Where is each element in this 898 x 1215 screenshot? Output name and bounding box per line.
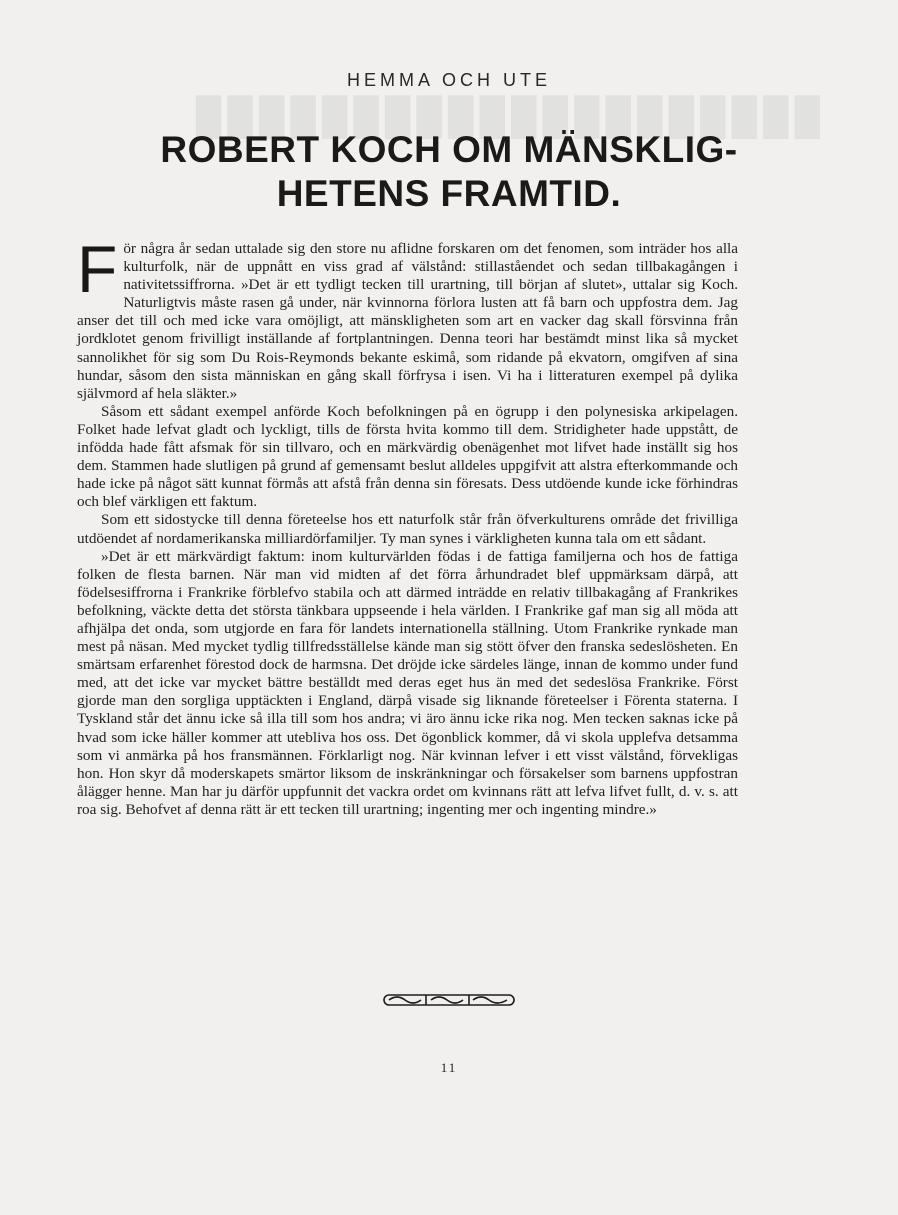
paragraph-2: Såsom ett sådant exempel anförde Koch befolkningen på en ögrupp i den polynesiska arkipelagen. Folket hade lefvat gladt och lyckligt, tills de första hvita kommo till dem. Stridigheter hade uppstått, de infödda hade fått afsmak för sin tillvaro, och en märkvärdig obenägenhet mot lifvet hade inställt sig hos dem. Stammen hade slutligen på grund af gemensamt beslut alldeles uppgifvit att alstra efterkommande och hade icke på något sätt kunnat förmås att afstå från denna sin föresats. Dess utdöende kunde icke förhindras och blef värkligen ett faktum.	[77, 402, 738, 511]
paragraph-4: »Det är ett märkvärdigt faktum: inom kulturvärlden födas i de fattiga familjerna och hos de fattiga folken de flesta barnen. När man vid midten af det förra århundradet blef uppmärksam därpå, att födelsesiffrorna i Frankrike förblefvo stabila och att därmed inträdde en relativ tillbakagång af Frankrikes befolkning, väckte detta det största tänkbara uppseende i hela världen. I Frankrike gaf man sig all möda att afhjälpa det onda, som utgjorde en fara för landets internationella ställning. Utom Frankrike rynkade man mest på näsan. Med mycket tydlig tillfredsställelse kände man sig stött öfver den franska sedeslösheten. En smärtsam erfarenhet förestod dock de harmsna. Det dröjde icke särdeles länge, innan de kommo under fund med, att det icke var mycket bättre beställdt med deras eget hus än med det sedeslösa Frankrike. Först gjorde man den sorgliga upptäckten i England, därpå visade sig liknande företeelser i Förenta staterna. I Tyskland står det ännu icke så illa till som hos andra; vi äro ännu icke rika nog. Men tecken saknas icke på hvad som icke häller kommer att utebliva hos oss. Det ögonblick kommer, då vi skola upplefva detsamma som vi anmärka på hos fransmännen. Förklarligt nog. När kvinnan lefver i ett visst välstånd, förvekligas hon. Hon skyr då moderskapets smärtor liksom de inskränkningar och försakelser som barnens uppfostran ålägger henne. Man har ju därför uppfunnit det vackra ordet om kvinnans rätt att lefva lifvet fullt, d. v. s. att roa sig. Behofvet af denna rätt är ett tecken till urartning; ingenting mer och ingenting mindre.»	[77, 547, 738, 818]
paragraph-1-text: ör några år sedan uttalade sig den store nu aflidne forskaren om det fenomen, som inträder hos alla kulturfolk, när de uppnått en viss grad af välstånd: stillaståendet och sedan tillbakagången i nativitetssiffrorna. »Det är ett tydligt tecken till urartning, till början af slutet», uttalar sig Koch. Naturligtvis måste rasen gå under, när kvinnorna förlora lusten att få barn och uppfostra dem. Jag anser det till och med icke vara omöjligt, att mänskligheten som art en vacker dag skall försvinna från jordklotet genom frivilligt inställande af fortplantningen. Denna teori har bestämdt minst lika så mycket sannolikhet för sig som Du Rois-Reymonds bekante eskimå, som ridande på ekvatorn, omgifven af sina hundar, såsom den sista människan en gång skall förfrysa i isen. Vi ha i litteraturen exempel på dylika självmord af hela släkter.»	[77, 240, 738, 402]
article-body	[77, 232, 738, 819]
bleed-through-shadow: ████████████████████	[189, 95, 820, 136]
article-title	[60, 128, 838, 216]
article-title-line-1: ROBERT KOCH OM MÄNSKLIG-	[160, 129, 738, 170]
paragraph-1	[77, 232, 738, 403]
drop-cap: F	[77, 232, 118, 306]
paragraph-3: Som ett sidostycke till denna företeelse hos ett naturfolk står från öfverkulturens område det frivilliga utdöendet af nordamerikanska milliardörfamiljer. Ty man synes i värkligheten kunna tala om ett sådant.	[77, 511, 738, 547]
ornament-divider	[0, 992, 898, 1008]
article-title-line-2: HETENS FRAMTID.	[276, 173, 622, 214]
running-head: HEMMA OCH UTE	[346, 70, 551, 90]
ornament-divider-icon	[383, 992, 515, 1008]
page-number: 11	[440, 1060, 458, 1075]
